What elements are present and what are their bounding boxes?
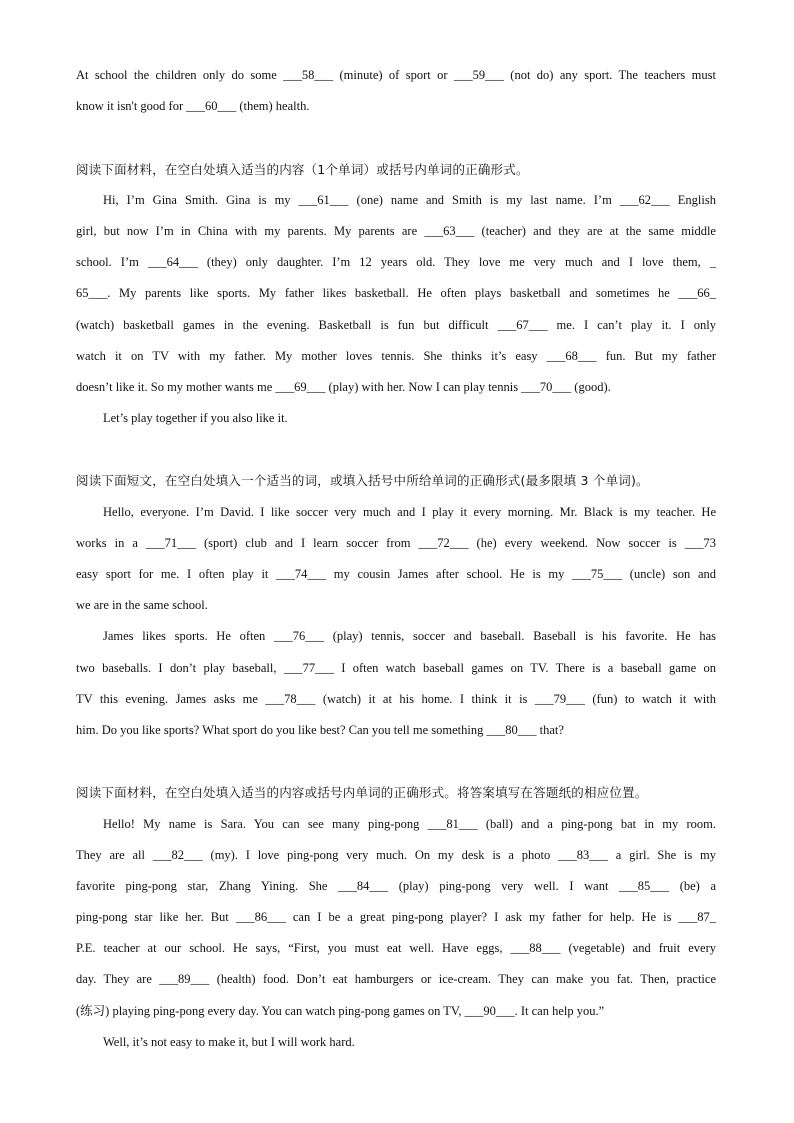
worksheet-page [76,60,716,1058]
passage-line: Hello, everyone. I’m David. I like soccer very much and I play it every morning. Mr. Black is my teacher. He [103,504,716,519]
passage-line: They are all ___82___ (my). I love ping-pong very much. On my desk is a photo ___83___ a girl. She is my [76,847,716,862]
passage-line: watch it on TV with my father. My mother loves tennis. She thinks it’s easy ___68___ fun. But my father [76,348,716,363]
passage-line: (watch) basketball games in the evening. Basketball is fun but difficult ___67___ me. I can’t play it. I only [76,317,716,332]
passage-line: Hello! My name is Sara. You can see many ping-pong ___81___ (ball) and a ping-pong bat in my room. [103,816,716,831]
passage-line: Hi, I’m Gina Smith. Gina is my ___61___ (one) name and Smith is my last name. I’m ___62___ English [103,192,716,207]
passage-line: him. Do you like sports? What sport do you like best? Can you tell me something ___80___ that? [76,722,564,737]
section-instruction: 阅读下面短文，在空白处填入一个适当的词，或填入括号中所给单词的正确形式(最多限填 3 个单词)。 [76,473,649,489]
passage-line: ping-pong star like her. But ___86___ can I be a great ping-pong player? I ask my father for help. He is ___87_ [76,910,716,925]
passage-line: school. I’m ___64___ (they) only daughter. I’m 12 years old. They love me very much and I love them, _ [76,255,716,270]
passage-line: James likes sports. He often ___76___ (play) tennis, soccer and baseball. Baseball is his favorite. He has [103,629,716,644]
passage-line: At school the children only do some ___58___ (minute) of sport or ___59___ (not do) any sport. The teachers must [76,68,716,82]
passage-line: day. They are ___89___ (health) food. Don’t eat hamburgers or ice-cream. They can make you fat. Then, practice [76,972,716,987]
passage-line: Let’s play together if you also like it. [103,411,288,426]
passage-line: TV this evening. James asks me ___78___ (watch) it at his home. I think it is ___79___ (fun) to watch it with [76,691,716,706]
passage-line: P.E. teacher at our school. He says, “First, you must eat well. Have eggs, ___88___ (vegetable) and fruit every [76,941,716,956]
passage-line: 65___. My parents like sports. My father likes basketball. He often plays basketball and sometimes he ___66_ [76,286,716,301]
passage-line: know it isn't good for ___60___ (them) health. [76,99,310,114]
section-instruction: 阅读下面材料，在空白处填入适当的内容或括号内单词的正确形式。将答案填写在答题纸的相应位置。 [76,785,648,801]
passage-line: Well, it’s not easy to make it, but I will work hard. [103,1034,355,1049]
passage-line: works in a ___71___ (sport) club and I learn soccer from ___72___ (he) every weekend. Now soccer is ___73 [76,535,716,550]
section-instruction: 阅读下面材料，在空白处填入适当的内容（1个单词）或括号内单词的正确形式。 [76,161,529,177]
passage-line: easy sport for me. I often play it ___74___ my cousin James after school. He is my ___75___ (uncle) son and [76,567,716,581]
passage-line: two baseballs. I don’t play baseball, ___77___ I often watch baseball games on TV. There is a baseball game on [76,660,716,675]
passage-line: girl, but now I’m in China with my parents. My parents are ___63___ (teacher) and they are at the same middle [76,223,716,238]
passage-line: doesn’t like it. So my mother wants me ___69___ (play) with her. Now I can play tennis ___70___ (good). [76,379,611,394]
passage-line: (练习) playing ping-pong every day. You can watch ping-pong games on TV, ___90___. It can help you.” [76,1003,605,1018]
passage-line: we are in the same school. [76,598,208,613]
passage-line: favorite ping-pong star, Zhang Yining. She ___84___ (play) ping-pong very well. I want ___85___ (be) a [76,878,716,893]
